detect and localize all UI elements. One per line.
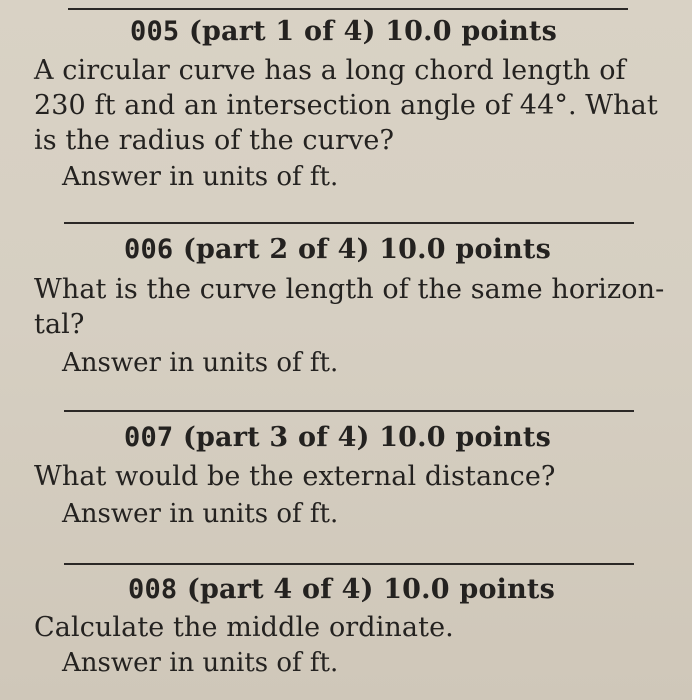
question-points: (part 1 of 4) 10.0 points <box>188 16 558 47</box>
question-text-line: is the radius of the curve? <box>34 125 395 156</box>
question-points: (part 4 of 4) 10.0 points <box>186 574 556 605</box>
question-number: 006 <box>124 234 174 265</box>
question-text-line: 230 ft and an intersection angle of 44°. What <box>34 90 658 121</box>
question-text-line: What would be the external distance? <box>34 461 556 492</box>
divider <box>64 563 634 565</box>
divider <box>64 222 634 224</box>
question-header <box>128 574 555 605</box>
answer-units: Answer in units of ft. <box>62 348 339 378</box>
answer-units: Answer in units of ft. <box>62 648 339 678</box>
question-header <box>124 422 551 453</box>
question-text-line: A circular curve has a long chord length of <box>34 55 626 86</box>
divider <box>64 410 634 412</box>
question-number: 007 <box>124 422 174 453</box>
question-text-line: tal? <box>34 309 85 340</box>
question-number: 005 <box>130 16 180 47</box>
question-text-line: Calculate the middle ordinate. <box>34 612 454 643</box>
answer-units: Answer in units of ft. <box>62 162 339 192</box>
question-header <box>130 16 557 47</box>
question-number: 008 <box>128 574 178 605</box>
question-text-line: What is the curve length of the same horizon- <box>34 274 665 305</box>
divider-top <box>68 8 628 10</box>
question-points: (part 2 of 4) 10.0 points <box>182 234 552 265</box>
question-header <box>124 234 551 265</box>
question-points: (part 3 of 4) 10.0 points <box>182 422 552 453</box>
answer-units: Answer in units of ft. <box>62 499 339 529</box>
